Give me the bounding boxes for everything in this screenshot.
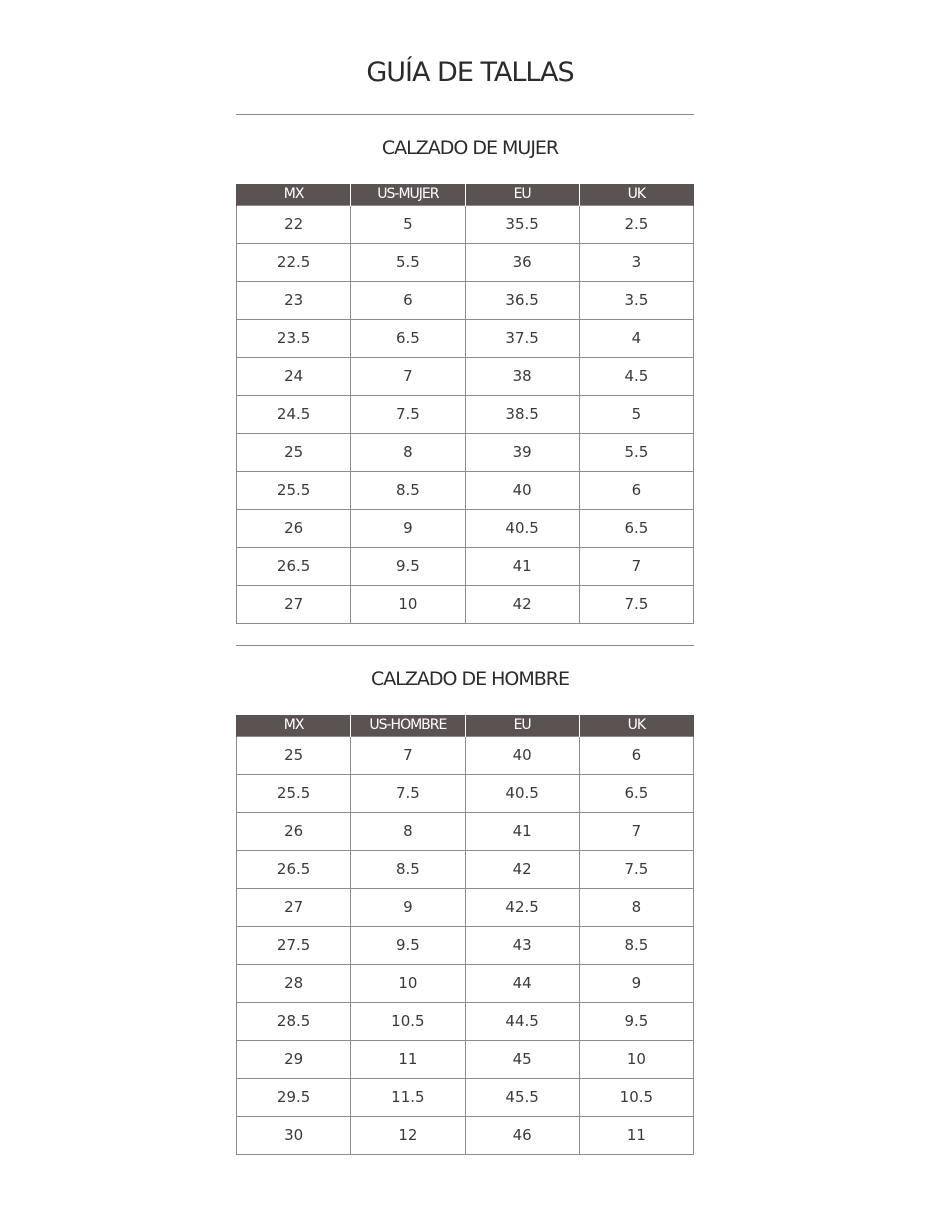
table-row bbox=[237, 851, 694, 889]
cell-us: 7 bbox=[351, 737, 465, 775]
cell-us: 9.5 bbox=[351, 548, 465, 586]
cell-mx: 26 bbox=[237, 813, 351, 851]
table-row bbox=[237, 927, 694, 965]
header-mx: MX bbox=[237, 184, 351, 206]
header-us: US-HOMBRE bbox=[351, 715, 465, 737]
table-row bbox=[237, 1003, 694, 1041]
cell-us: 7 bbox=[351, 358, 465, 396]
cell-eu: 40 bbox=[465, 737, 579, 775]
cell-eu: 40.5 bbox=[465, 775, 579, 813]
table-row bbox=[237, 737, 694, 775]
middle-divider bbox=[236, 645, 694, 646]
cell-uk: 7 bbox=[579, 548, 693, 586]
cell-mx: 30 bbox=[237, 1117, 351, 1155]
cell-eu: 39 bbox=[465, 434, 579, 472]
cell-mx: 24 bbox=[237, 358, 351, 396]
cell-eu: 42 bbox=[465, 586, 579, 624]
header-uk: UK bbox=[579, 715, 693, 737]
cell-eu: 44 bbox=[465, 965, 579, 1003]
table-row bbox=[237, 282, 694, 320]
cell-mx: 22.5 bbox=[237, 244, 351, 282]
cell-uk: 6.5 bbox=[579, 775, 693, 813]
header-uk: UK bbox=[579, 184, 693, 206]
cell-eu: 42.5 bbox=[465, 889, 579, 927]
cell-uk: 5 bbox=[579, 396, 693, 434]
cell-eu: 38 bbox=[465, 358, 579, 396]
table-row bbox=[237, 396, 694, 434]
cell-mx: 27 bbox=[237, 586, 351, 624]
cell-eu: 35.5 bbox=[465, 206, 579, 244]
table-row bbox=[237, 244, 694, 282]
table-row bbox=[237, 1041, 694, 1079]
cell-eu: 41 bbox=[465, 548, 579, 586]
cell-us: 8 bbox=[351, 434, 465, 472]
cell-mx: 25 bbox=[237, 737, 351, 775]
cell-mx: 27 bbox=[237, 889, 351, 927]
cell-mx: 28 bbox=[237, 965, 351, 1003]
cell-uk: 9 bbox=[579, 965, 693, 1003]
cell-eu: 40 bbox=[465, 472, 579, 510]
cell-uk: 7.5 bbox=[579, 586, 693, 624]
cell-mx: 25.5 bbox=[237, 775, 351, 813]
cell-uk: 7 bbox=[579, 813, 693, 851]
cell-eu: 46 bbox=[465, 1117, 579, 1155]
cell-eu: 45 bbox=[465, 1041, 579, 1079]
header-eu: EU bbox=[465, 184, 579, 206]
cell-us: 11 bbox=[351, 1041, 465, 1079]
cell-uk: 7.5 bbox=[579, 851, 693, 889]
table-header-row bbox=[237, 715, 694, 737]
cell-eu: 37.5 bbox=[465, 320, 579, 358]
header-mx: MX bbox=[237, 715, 351, 737]
cell-eu: 42 bbox=[465, 851, 579, 889]
women-size-table bbox=[236, 184, 694, 624]
header-us: US-MUJER bbox=[351, 184, 465, 206]
cell-uk: 8.5 bbox=[579, 927, 693, 965]
cell-us: 9 bbox=[351, 889, 465, 927]
cell-mx: 25.5 bbox=[237, 472, 351, 510]
cell-us: 7.5 bbox=[351, 775, 465, 813]
cell-uk: 8 bbox=[579, 889, 693, 927]
cell-mx: 26 bbox=[237, 510, 351, 548]
cell-uk: 6 bbox=[579, 737, 693, 775]
cell-mx: 29.5 bbox=[237, 1079, 351, 1117]
cell-uk: 9.5 bbox=[579, 1003, 693, 1041]
table-row bbox=[237, 775, 694, 813]
men-table-body bbox=[237, 737, 694, 1155]
cell-us: 6.5 bbox=[351, 320, 465, 358]
table-row bbox=[237, 358, 694, 396]
table-row bbox=[237, 813, 694, 851]
cell-uk: 6 bbox=[579, 472, 693, 510]
cell-mx: 23 bbox=[237, 282, 351, 320]
cell-mx: 23.5 bbox=[237, 320, 351, 358]
cell-mx: 22 bbox=[237, 206, 351, 244]
cell-eu: 41 bbox=[465, 813, 579, 851]
table-row bbox=[237, 320, 694, 358]
cell-us: 11.5 bbox=[351, 1079, 465, 1117]
table-row bbox=[237, 965, 694, 1003]
cell-us: 7.5 bbox=[351, 396, 465, 434]
header-eu: EU bbox=[465, 715, 579, 737]
men-section-title: CALZADO DE HOMBRE bbox=[370, 668, 570, 690]
table-row bbox=[237, 586, 694, 624]
men-size-table bbox=[236, 715, 694, 1155]
cell-eu: 38.5 bbox=[465, 396, 579, 434]
women-section-title: CALZADO DE MUJER bbox=[381, 137, 559, 159]
cell-us: 5.5 bbox=[351, 244, 465, 282]
cell-uk: 10.5 bbox=[579, 1079, 693, 1117]
cell-mx: 24.5 bbox=[237, 396, 351, 434]
cell-eu: 44.5 bbox=[465, 1003, 579, 1041]
table-row bbox=[237, 548, 694, 586]
cell-uk: 4 bbox=[579, 320, 693, 358]
cell-us: 8.5 bbox=[351, 472, 465, 510]
women-table-body bbox=[237, 206, 694, 624]
cell-eu: 36.5 bbox=[465, 282, 579, 320]
table-header-row bbox=[237, 184, 694, 206]
cell-us: 10.5 bbox=[351, 1003, 465, 1041]
cell-eu: 45.5 bbox=[465, 1079, 579, 1117]
cell-uk: 6.5 bbox=[579, 510, 693, 548]
cell-mx: 26.5 bbox=[237, 548, 351, 586]
cell-us: 8 bbox=[351, 813, 465, 851]
cell-us: 5 bbox=[351, 206, 465, 244]
table-row bbox=[237, 1117, 694, 1155]
cell-eu: 36 bbox=[465, 244, 579, 282]
top-divider bbox=[236, 114, 694, 115]
cell-us: 9 bbox=[351, 510, 465, 548]
cell-uk: 10 bbox=[579, 1041, 693, 1079]
cell-uk: 11 bbox=[579, 1117, 693, 1155]
cell-mx: 25 bbox=[237, 434, 351, 472]
cell-uk: 4.5 bbox=[579, 358, 693, 396]
cell-us: 8.5 bbox=[351, 851, 465, 889]
cell-mx: 29 bbox=[237, 1041, 351, 1079]
cell-us: 9.5 bbox=[351, 927, 465, 965]
table-row bbox=[237, 472, 694, 510]
table-row bbox=[237, 510, 694, 548]
cell-uk: 3.5 bbox=[579, 282, 693, 320]
cell-uk: 2.5 bbox=[579, 206, 693, 244]
cell-uk: 5.5 bbox=[579, 434, 693, 472]
cell-eu: 43 bbox=[465, 927, 579, 965]
cell-mx: 28.5 bbox=[237, 1003, 351, 1041]
cell-uk: 3 bbox=[579, 244, 693, 282]
table-row bbox=[237, 889, 694, 927]
page-title: GUÍA DE TALLAS bbox=[366, 57, 574, 88]
cell-us: 12 bbox=[351, 1117, 465, 1155]
table-row bbox=[237, 434, 694, 472]
cell-mx: 27.5 bbox=[237, 927, 351, 965]
table-row bbox=[237, 1079, 694, 1117]
cell-us: 6 bbox=[351, 282, 465, 320]
table-row bbox=[237, 206, 694, 244]
cell-eu: 40.5 bbox=[465, 510, 579, 548]
cell-mx: 26.5 bbox=[237, 851, 351, 889]
cell-us: 10 bbox=[351, 965, 465, 1003]
cell-us: 10 bbox=[351, 586, 465, 624]
